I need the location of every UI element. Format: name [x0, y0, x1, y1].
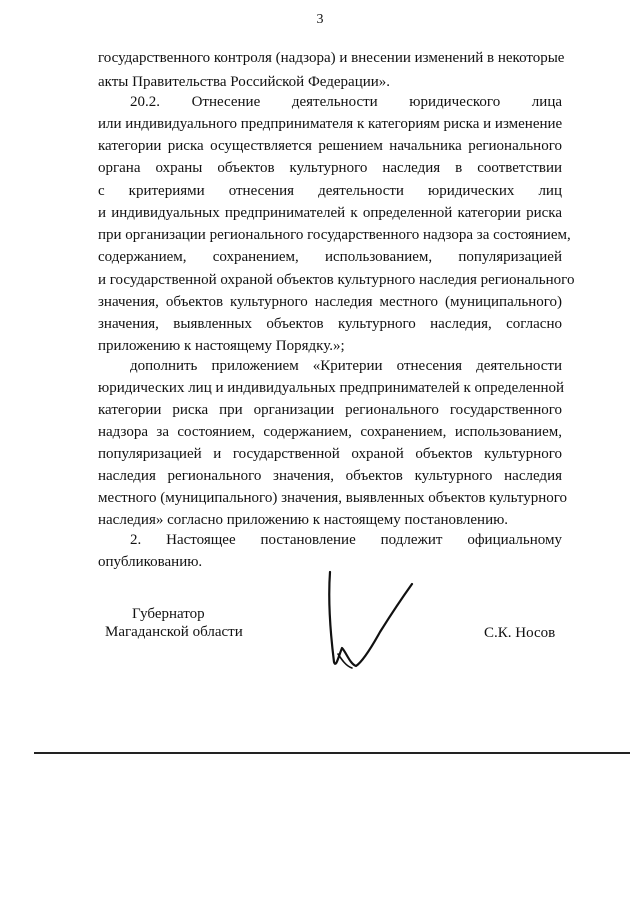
text-line: 20.2. Отнесение деятельности юридического лица [130, 94, 562, 110]
bottom-divider [34, 752, 630, 754]
signatory-title-line2: Магаданской области [105, 624, 243, 640]
text-line: содержанием, сохранением, использованием, популяризацией [98, 249, 562, 265]
text-line: значения, выявленных объектов культурного наследия, согласно [98, 316, 562, 332]
text-line: акты Правительства Российской Федерации». [98, 74, 391, 90]
signatory-name: С.К. Носов [484, 625, 556, 641]
text-line: наследия регионального значения, объектов культурного наследия [98, 468, 562, 484]
text-line: надзора за состоянием, содержанием, сохранением, использованием, [98, 424, 562, 440]
text-line: категории риска осуществляется решением начальника регионального [98, 138, 562, 154]
text-line: с критериями отнесения деятельности юридических лиц [98, 183, 562, 199]
text-line: наследия» согласно приложению к настоящему постановлению. [98, 512, 509, 528]
text-line: 2. Настоящее постановление подлежит официальному [130, 532, 562, 548]
text-line: опубликованию. [98, 554, 203, 570]
handwritten-signature [318, 570, 418, 675]
text-line: или индивидуального предпринимателя к категориям риска и изменение [98, 116, 563, 132]
text-line: значения, объектов культурного наследия местного (муниципального) [98, 294, 562, 310]
text-line: и индивидуальных предпринимателей к определенной категории риска [98, 205, 562, 221]
page-number: 3 [316, 12, 324, 27]
signatory-title-line1: Губернатор [132, 606, 205, 622]
text-line: дополнить приложением «Критерии отнесения деятельности [130, 358, 562, 374]
text-line: категории риска при организации регионального государственного [98, 402, 562, 418]
text-line: государственного контроля (надзора) и внесении изменений в некоторые [98, 50, 565, 66]
text-line: при организации регионального государственного надзора за состоянием, [98, 227, 571, 243]
text-line: приложению к настоящему Порядку.»; [98, 338, 345, 354]
text-line: органа охраны объектов культурного наследия в соответствии [98, 160, 562, 176]
text-line: и государственной охраной объектов культурного наследия регионального [98, 272, 575, 288]
text-line: популяризацией и государственной охраной объектов культурного [98, 446, 562, 462]
text-line: юридических лиц и индивидуальных предпринимателей к определенной [98, 380, 565, 396]
text-line: местного (муниципального) значения, выявленных объектов культурного [98, 490, 568, 506]
